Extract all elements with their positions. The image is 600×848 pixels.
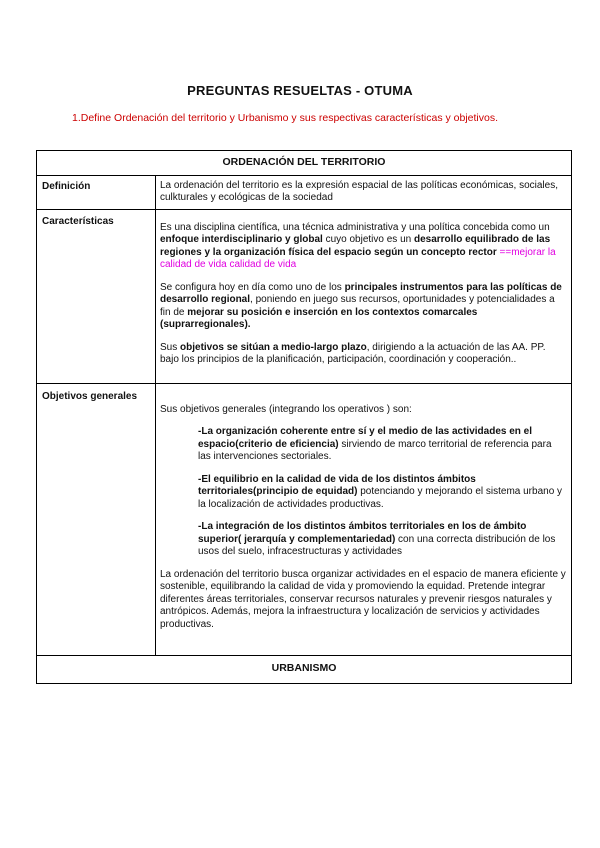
bold-span: desarrollo equilibrado de las regiones y la organización física del espacio según un concepto rector — [160, 234, 551, 258]
bold-span: enfoque interdisciplinario y global — [160, 234, 323, 245]
text-span: Sus — [160, 341, 181, 353]
text-span: Se configura hoy en día como uno de los — [160, 281, 345, 293]
table-header-row — [37, 151, 572, 176]
row-label-caracteristicas: Características — [37, 209, 156, 383]
document-title: PREGUNTAS RESUELTAS - OTUMA — [187, 83, 413, 98]
objetivos-summary: La ordenación del territorio busca organizar actividades en el espacio de manera eficiente y sostenible, equilibrando la calidad de vida y promoviendo la equidad. Pretende integrar diferentes áreas territoriales, conservar recursos naturales y prevenir riesgos naturales y antrópicos. Además, mejora la infraestructura y localización de servicios y actividades productivas. — [160, 568, 566, 630]
objetivos-content — [156, 383, 572, 656]
objetivo-3 — [160, 521, 567, 559]
objetivo-2 — [160, 474, 567, 512]
bold-span: -La integración de los distintos ámbitos territoriales en los de ámbito superior( jerarquía y complementariedad) — [198, 521, 527, 545]
table-header: ORDENACIÓN DEL TERRITORIO — [37, 151, 572, 176]
table-row-definicion — [37, 175, 572, 209]
text-span: Es una disciplina científica, una técnica administrativa y una política concebida como un — [160, 221, 550, 233]
bold-span: -El equilibrio en la calidad de vida de los distintos ámbitos territoriales(principio de equidad) — [198, 473, 476, 497]
text-span: con una correcta distribución de los usos del suelo, infracestructuras y actividades — [198, 533, 556, 557]
caracteristicas-content — [156, 209, 572, 383]
text-span: potenciando y mejorando el sistema urbano y la localización de actividades productivas. — [198, 486, 563, 510]
table-footer-row — [37, 656, 572, 684]
row-label-definicion: Definición — [37, 175, 156, 209]
caracteristicas-paragraph-1 — [160, 222, 567, 272]
bold-span: principales instrumentos para las políticas de desarrollo regional — [160, 281, 562, 305]
highlight-text: ==mejorar la calidad de vida calidad de vida — [160, 246, 556, 270]
question-text: 1.Define Ordenación del territorio y Urbanismo y sus respectivas características y objetivos. — [72, 112, 499, 124]
table-row-objetivos — [37, 383, 572, 656]
urbanismo-header: URBANISMO — [37, 656, 572, 684]
text-span: , poniendo en juego sus recursos, oportunidades y potencialidades a fin de — [160, 294, 555, 318]
territory-table — [36, 150, 572, 684]
bold-span: mejorar su posición e inserción en los contextos comarcales (suprarregionales). — [160, 306, 478, 330]
text-span: cuyo objetivo es un — [322, 234, 414, 245]
objetivo-1 — [160, 426, 567, 464]
caracteristicas-paragraph-3 — [160, 342, 567, 367]
text-span: , dirigiendo a la actuación de las AA. PP. bajo los principios de la planificación, participación, coordinación y cooperación.. — [160, 341, 546, 365]
bold-span: -La organización coherente entre sí y el medio de las actividades en el espacio(criterio de eficiencia) — [198, 426, 533, 450]
table-row-caracteristicas — [37, 209, 572, 383]
definicion-text: La ordenación del territorio es la expresión espacial de las políticas económicas, sociales, culkturales y ecológicas de la sociedad — [156, 175, 572, 209]
text-span: sirviendo de marco territorial de referencia para las intervenciones sectoriales. — [198, 438, 552, 462]
objetivos-intro: Sus objetivos generales (integrando los operativos ) son: — [160, 403, 412, 415]
caracteristicas-paragraph-2 — [160, 282, 567, 332]
bold-span: objetivos se sitúan a medio-largo plazo — [180, 341, 367, 353]
row-label-objetivos: Objetivos generales — [37, 383, 156, 656]
